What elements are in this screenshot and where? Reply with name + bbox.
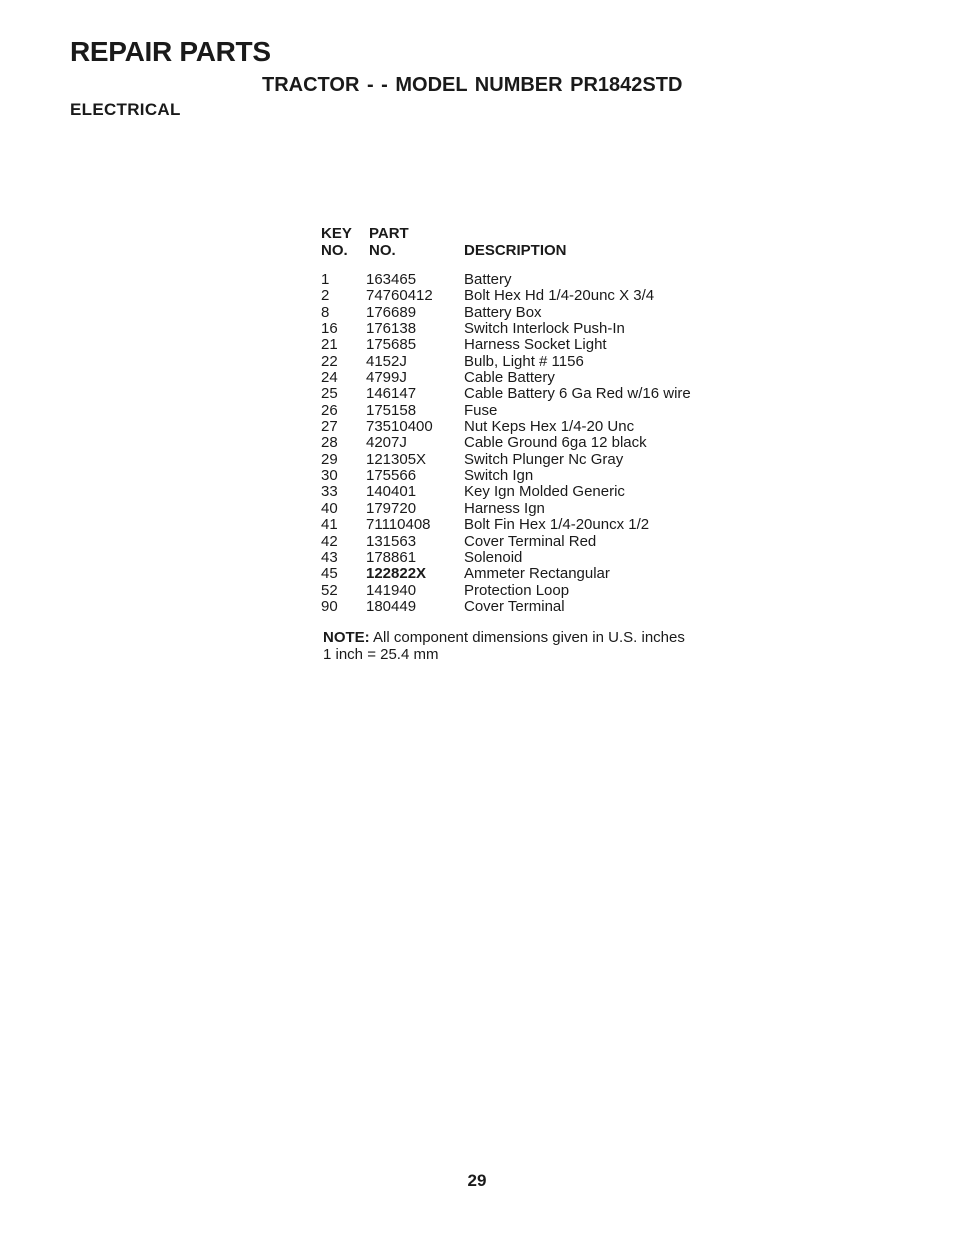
part-description: Protection Loop [464,581,570,599]
table-row [321,337,741,353]
part-number: 71110408 [366,516,431,534]
parts-rows [321,272,741,615]
table-row [321,484,741,500]
section-title: ELECTRICAL [70,100,181,119]
part-description: Switch Interlock Push-In [464,320,625,338]
part-description: Cable Ground 6ga 12 black [464,434,647,452]
part-description: Nut Keps Hex 1/4-20 Unc [464,418,635,436]
table-row [321,468,741,484]
table-row [321,435,741,451]
key-number: 21 [321,336,338,354]
part-description: Ammeter Rectangular [464,565,610,583]
key-number: 22 [321,352,338,370]
part-description: Battery Box [464,303,542,321]
key-number: 24 [321,369,338,387]
part-number: 141940 [366,581,417,599]
table-row [321,534,741,550]
part-number: 175685 [366,336,417,354]
key-header-line1: KEY [321,225,352,242]
part-description: Cable Battery 6 Ga Red w/16 wire [464,385,691,403]
description-header: DESCRIPTION [464,242,567,259]
part-description: Cable Battery [464,369,555,387]
key-number: 29 [321,450,338,468]
part-header-line1: PART [369,225,409,242]
note-text: All component dimensions given in U.S. inches [373,629,685,646]
part-description: Fuse [464,401,498,419]
table-row [321,501,741,517]
part-number: 175566 [366,467,417,485]
key-number: 27 [321,418,338,436]
key-header-line2: NO. [321,242,348,259]
part-number: 140401 [366,483,417,501]
part-number: 73510400 [366,418,433,436]
unit-conversion: 1 inch = 25.4 mm [323,645,439,663]
part-description: Switch Plunger Nc Gray [464,450,624,468]
table-row [321,272,741,288]
table-row [321,403,741,419]
key-number: 1 [321,271,330,288]
table-row [321,386,741,402]
part-description: Bolt Fin Hex 1/4-20uncx 1/2 [464,516,650,534]
key-number: 30 [321,467,338,485]
part-number: 163465 [366,271,417,288]
part-number: 176689 [366,303,417,321]
part-description: Harness Socket Light [464,336,607,354]
part-number: 121305X [366,450,427,468]
part-description: Cover Terminal [464,597,565,615]
table-row [321,599,741,615]
key-number: 33 [321,483,338,501]
key-number: 2 [321,287,330,305]
part-description: Battery [464,271,512,288]
part-description: Bulb, Light # 1156 [464,352,584,370]
table-row [321,452,741,468]
key-number: 52 [321,581,338,599]
table-row [321,305,741,321]
table-row [321,583,741,599]
page-title: REPAIR PARTS [70,36,271,67]
part-description: Solenoid [464,548,523,566]
part-description: Harness Ign [464,499,545,517]
key-number: 25 [321,385,338,403]
table-row [321,321,741,337]
part-description: Cover Terminal Red [464,532,597,550]
part-number: 4207J [366,434,407,452]
table-row [321,288,741,304]
part-number: 74760412 [366,287,433,305]
part-number: 4799J [366,369,407,387]
key-number: 43 [321,548,338,566]
key-number: 42 [321,532,338,550]
part-no-header [369,225,409,259]
key-number: 8 [321,303,330,321]
note-block [323,630,685,663]
part-description: Bolt Hex Hd 1/4-20unc X 3/4 [464,287,655,305]
page-number: 29 [467,1171,487,1190]
key-no-header [321,225,352,259]
part-number: 4152J [366,352,407,370]
table-row [321,370,741,386]
note-label: NOTE: [323,629,370,646]
part-number: 122822X [366,565,427,583]
table-row [321,354,741,370]
part-number: 146147 [366,385,417,403]
part-number: 131563 [366,532,417,550]
key-number: 45 [321,565,338,583]
part-number: 175158 [366,401,417,419]
key-number: 90 [321,597,338,615]
key-number: 28 [321,434,338,452]
part-number: 176138 [366,320,417,338]
part-header-line2: NO. [369,242,396,259]
key-number: 40 [321,499,338,517]
part-number: 178861 [366,548,417,566]
key-number: 16 [321,320,338,338]
model-subtitle: TRACTOR - - MODEL NUMBER PR1842STD [262,74,683,96]
key-number: 26 [321,401,338,419]
table-row [321,550,741,566]
part-number: 180449 [366,597,417,615]
table-row [321,517,741,533]
part-number: 179720 [366,499,417,517]
key-number: 41 [321,516,338,534]
table-row [321,566,741,582]
table-row [321,419,741,435]
part-description: Switch Ign [464,467,534,485]
part-description: Key Ign Molded Generic [464,483,625,501]
